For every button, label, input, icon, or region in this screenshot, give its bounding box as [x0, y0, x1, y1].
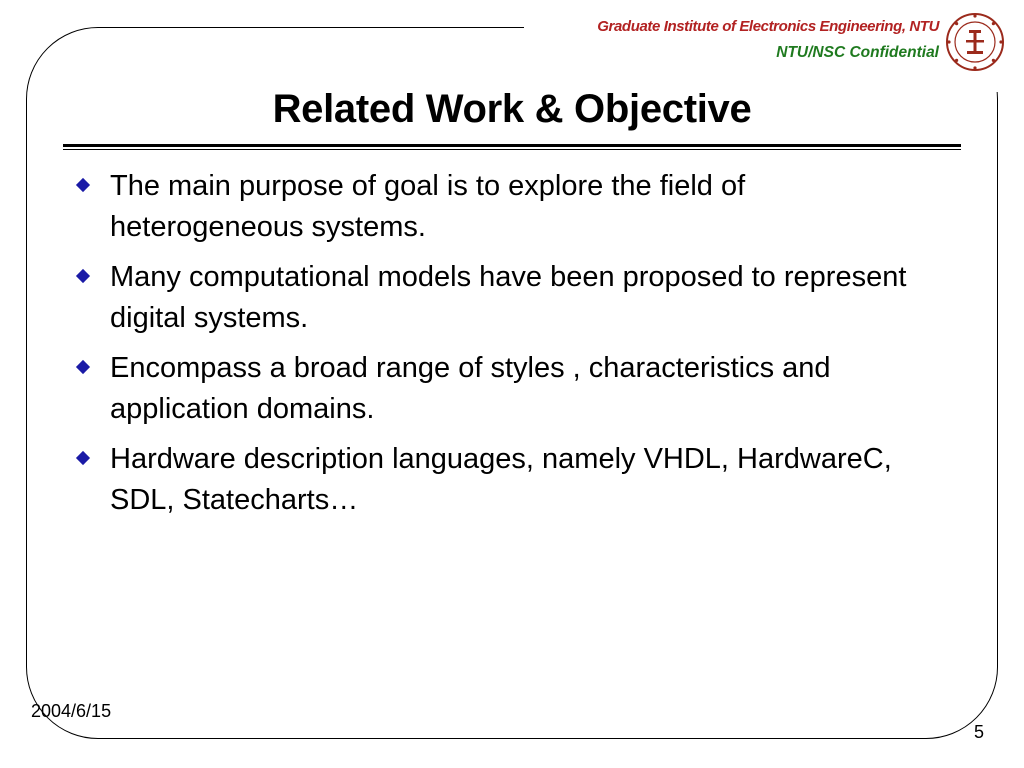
- list-item: [74, 439, 924, 521]
- list-item: [74, 348, 924, 430]
- list-item: [74, 257, 924, 339]
- diamond-bullet-icon: [76, 451, 90, 465]
- footer-date: 2004/6/15: [31, 701, 112, 721]
- diamond-bullet-icon: [76, 360, 90, 374]
- title-divider-thin: [63, 149, 961, 150]
- bullet-text: Encompass a broad range of styles , characteristics and application domains.: [110, 352, 831, 425]
- bullet-text: Many computational models have been proposed to represent digital systems.: [110, 261, 907, 334]
- bullet-text: The main purpose of goal is to explore the field of heterogeneous systems.: [110, 170, 746, 243]
- confidential-label: NTU/NSC Confidential: [776, 44, 939, 61]
- bullet-text: Hardware description languages, namely VHDL, HardwareC, SDL, Statecharts…: [110, 443, 892, 516]
- page-number: 5: [974, 722, 985, 742]
- diamond-bullet-icon: [76, 178, 90, 192]
- university-seal-icon: [945, 12, 1005, 72]
- slide-title: Related Work & Objective: [272, 87, 752, 131]
- title-divider-thick: [63, 144, 961, 147]
- institute-name: Graduate Institute of Electronics Engineering, NTU: [597, 18, 939, 35]
- bullet-list: [74, 166, 924, 530]
- diamond-bullet-icon: [76, 269, 90, 283]
- list-item: [74, 166, 924, 248]
